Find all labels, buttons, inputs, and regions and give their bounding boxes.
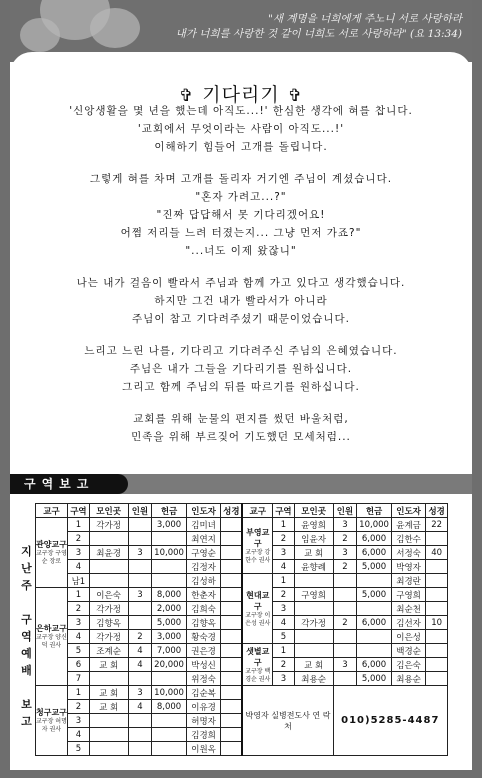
flower-decoration <box>20 18 60 52</box>
report-cell: 서정숙 <box>391 546 426 560</box>
report-cell: 8,000 <box>152 700 187 714</box>
report-cell: 3,000 <box>152 518 187 532</box>
report-cell <box>89 742 128 756</box>
report-cell <box>333 644 357 658</box>
report-cell: 한춘자 <box>186 588 221 602</box>
report-cell: 2 <box>333 616 357 630</box>
report-cell <box>89 532 128 546</box>
column-header: 인도자 <box>391 504 426 518</box>
report-cell: 최용순 <box>294 672 333 686</box>
report-cell: 김성하 <box>186 574 221 588</box>
column-header: 헌금 <box>357 504 392 518</box>
article-line: '교회에서 무엇이라는 사람이 아직도...!' <box>137 123 345 135</box>
article-line: '신앙생활을 몇 년을 했는데 아직도...!' 한심한 생각에 혀를 찹니다. <box>69 105 413 117</box>
report-cell: 이유경 <box>186 700 221 714</box>
parish-name: 샛별교구 <box>246 646 270 667</box>
report-cell <box>357 602 392 616</box>
report-cell: 최윤경 <box>89 546 128 560</box>
report-cell: 조계순 <box>89 644 128 658</box>
report-cell: 권은경 <box>186 644 221 658</box>
report-cell: 구영희 <box>294 588 333 602</box>
article-line: 나는 내가 걸음이 빨라서 주님과 함께 가고 있다고 생각했습니다. <box>76 277 406 289</box>
column-header: 성경 <box>426 504 448 518</box>
parish-cell <box>242 518 272 574</box>
report-cell <box>426 560 448 574</box>
report-cell: 3 <box>273 546 295 560</box>
report-cell <box>426 658 448 672</box>
report-cell: 교 회 <box>89 700 128 714</box>
report-cell <box>128 532 152 546</box>
parish-leader: 교구장 강한수 권사 <box>245 548 271 564</box>
cross-icon: ✞ <box>287 86 303 106</box>
report-cell <box>294 574 333 588</box>
report-cell: 3 <box>333 658 357 672</box>
report-cell: 5,000 <box>152 616 187 630</box>
column-header: 구역 <box>273 504 295 518</box>
report-cell: 3,000 <box>152 630 187 644</box>
report-cell: 황숙경 <box>186 630 221 644</box>
parish-cell <box>242 574 272 644</box>
report-cell: 김경희 <box>186 728 221 742</box>
report-cell <box>221 714 243 728</box>
cell-report-table <box>18 503 448 756</box>
report-cell: 교 회 <box>89 686 128 700</box>
report-cell <box>221 518 243 532</box>
side-label-char <box>18 679 35 696</box>
report-cell <box>128 742 152 756</box>
report-cell: 10,000 <box>152 686 187 700</box>
parish-leader: 교구장 백경순 권사 <box>245 667 271 683</box>
table-row <box>18 532 448 546</box>
report-cell: 3 <box>333 546 357 560</box>
report-cell: 1 <box>273 518 295 532</box>
quote-line-2: 내가 너희를 사랑한 것 같이 너희도 서로 사랑하라" (요 13:34) <box>175 28 462 40</box>
report-cell <box>152 728 187 742</box>
report-cell <box>221 574 243 588</box>
contact-label: 박영자 실병전도사 연 락 처 <box>242 686 333 756</box>
report-cell: 6,000 <box>357 658 392 672</box>
report-cell: 2,000 <box>152 602 187 616</box>
report-cell: 교 회 <box>89 658 128 672</box>
side-label-char: 구 <box>21 613 32 626</box>
report-cell: 교 회 <box>294 546 333 560</box>
report-cell: 3 <box>68 546 90 560</box>
report-cell: 5 <box>68 644 90 658</box>
column-header: 헌금 <box>152 504 187 518</box>
table-row <box>18 574 448 588</box>
report-cell <box>357 574 392 588</box>
report-cell <box>152 532 187 546</box>
parish-cell <box>35 518 67 588</box>
frame-bottom <box>0 770 482 778</box>
report-cell: 김순복 <box>186 686 221 700</box>
table-row <box>18 602 448 616</box>
report-cell: 6,000 <box>357 546 392 560</box>
report-cell: 4 <box>68 728 90 742</box>
side-label-char: 주 <box>21 579 32 592</box>
report-cell <box>128 560 152 574</box>
frame-left <box>0 0 10 778</box>
report-cell: 허명자 <box>186 714 221 728</box>
report-cell <box>357 630 392 644</box>
table-row <box>18 686 448 700</box>
report-cell: 7,000 <box>152 644 187 658</box>
column-header: 구역 <box>68 504 90 518</box>
parish-cell <box>35 588 67 686</box>
article-line: 주님이 참고 기다려주셨기 때문이었습니다. <box>132 313 350 325</box>
report-cell: 김향옥 <box>186 616 221 630</box>
report-cell: 3 <box>128 588 152 602</box>
article-line: 하지만 그건 내가 빨라서가 아니라 <box>154 295 328 307</box>
report-cell: 각가정 <box>89 518 128 532</box>
table-row <box>18 518 448 532</box>
report-cell <box>426 532 448 546</box>
report-cell: 3 <box>128 546 152 560</box>
report-cell <box>128 616 152 630</box>
cross-icon: ✞ <box>179 86 195 106</box>
report-cell: 2 <box>333 532 357 546</box>
parish-leader: 교구장 양신덕 권사 <box>36 634 67 649</box>
report-cell: 각가정 <box>89 630 128 644</box>
article-line: 그렇게 혀를 차며 고개를 돌리자 거기엔 주님이 계셨습니다. <box>89 173 393 185</box>
table-row <box>18 560 448 574</box>
report-cell: 윤향례 <box>294 560 333 574</box>
parish-name: 부영교구 <box>246 527 270 548</box>
report-cell: 7 <box>68 672 90 686</box>
report-cell: 3 <box>68 714 90 728</box>
report-cell: 3 <box>128 686 152 700</box>
side-label-char: 난 <box>21 562 32 575</box>
table-row <box>18 546 448 560</box>
report-cell: 8,000 <box>152 588 187 602</box>
report-cell: 이은성 <box>391 630 426 644</box>
report-cell: 백경순 <box>391 644 426 658</box>
report-cell <box>294 644 333 658</box>
side-label-char: 예 <box>21 647 32 660</box>
report-cell: 김은숙 <box>391 658 426 672</box>
report-cell <box>333 602 357 616</box>
column-header: 모인곳 <box>294 504 333 518</box>
table-row <box>18 658 448 672</box>
report-cell: 4 <box>273 616 295 630</box>
report-cell: 최연지 <box>186 532 221 546</box>
article-line: "...너도 이제 왔잖니" <box>185 245 297 257</box>
report-cell <box>221 588 243 602</box>
report-cell: 구영희 <box>391 588 426 602</box>
stanza-gap <box>20 156 462 170</box>
report-cell: 20,000 <box>152 658 187 672</box>
report-cell: 4 <box>68 630 90 644</box>
stanza-gap <box>20 260 462 274</box>
table-row <box>18 644 448 658</box>
parish-name: 은하교구 <box>35 624 67 633</box>
article-line: "진짜 답답해서 못 기다리겠어요! <box>156 209 326 221</box>
report-cell: 위정숙 <box>186 672 221 686</box>
report-cell <box>221 742 243 756</box>
side-spacer <box>18 504 35 518</box>
report-cell <box>426 574 448 588</box>
report-cell <box>221 546 243 560</box>
parish-name: 관양교구 <box>35 540 67 549</box>
report-cell: 남1 <box>68 574 90 588</box>
side-label <box>18 518 35 756</box>
report-cell <box>221 602 243 616</box>
side-label-char: 역 <box>21 630 32 643</box>
side-label-char: 보 <box>21 698 32 711</box>
column-header: 모인곳 <box>89 504 128 518</box>
report-cell: 10,000 <box>357 518 392 532</box>
report-cell <box>221 532 243 546</box>
table-row <box>18 672 448 686</box>
report-cell <box>221 560 243 574</box>
side-label-char: 지 <box>21 545 32 558</box>
column-header: 교구 <box>35 504 67 518</box>
report-cell <box>152 714 187 728</box>
parish-cell <box>35 686 67 756</box>
report-cell: 최용순 <box>391 672 426 686</box>
contact-phone: 010)5285-4487 <box>333 686 447 756</box>
table-row <box>18 588 448 602</box>
parish-leader: 교구장 허명자 권사 <box>36 718 67 733</box>
report-cell: 3 <box>68 616 90 630</box>
report-cell: 2 <box>68 700 90 714</box>
parish-leader: 교구장 구영순 장로 <box>36 550 67 565</box>
article-line: 느리고 느린 나를, 기다리고 기다려주신 주님의 은혜였습니다. <box>84 345 398 357</box>
report-cell <box>294 630 333 644</box>
report-cell <box>152 742 187 756</box>
report-cell <box>128 602 152 616</box>
parish-cell <box>242 644 272 686</box>
stanza-gap <box>20 328 462 342</box>
report-cell: 5,000 <box>357 588 392 602</box>
article-line: 주님은 내가 그들을 기다리기를 원하십니다. <box>129 363 353 375</box>
article-line: 교회를 위해 눈물의 편지를 썼던 바울처럼, <box>133 413 349 425</box>
report-cell: 5 <box>68 742 90 756</box>
report-cell: 10 <box>426 616 448 630</box>
frame-right <box>472 0 482 778</box>
report-cell <box>89 728 128 742</box>
report-cell: 2 <box>273 658 295 672</box>
section-title: 구역보고 <box>10 474 128 494</box>
report-cell: 2 <box>68 602 90 616</box>
report-cell: 4 <box>128 658 152 672</box>
report-cell: 박영자 <box>391 560 426 574</box>
report-cell <box>357 644 392 658</box>
report-cell: 최경란 <box>391 574 426 588</box>
report-cell <box>426 588 448 602</box>
article-line: 민족을 위해 부르짖어 기도했던 모세처럼... <box>131 431 351 443</box>
report-cell: 구영순 <box>186 546 221 560</box>
report-cell <box>128 714 152 728</box>
report-cell: 2 <box>68 532 90 546</box>
side-label-char: 배 <box>21 664 32 677</box>
report-cell <box>128 728 152 742</box>
article-line: 그리고 함께 주님의 뒤를 따르기를 원하십니다. <box>122 381 360 393</box>
report-cell <box>89 560 128 574</box>
report-cell <box>221 672 243 686</box>
report-cell <box>221 616 243 630</box>
report-cell: 6 <box>68 658 90 672</box>
report-cell <box>333 630 357 644</box>
report-cell: 6,000 <box>357 616 392 630</box>
report-cell: 4 <box>68 560 90 574</box>
report-cell: 1 <box>273 574 295 588</box>
report-cell: 1 <box>68 518 90 532</box>
report-cell: 김한수 <box>391 532 426 546</box>
report-cell: 5,000 <box>357 560 392 574</box>
report-cell <box>426 644 448 658</box>
report-cell <box>128 518 152 532</box>
report-cell <box>221 700 243 714</box>
report-cell: 10,000 <box>152 546 187 560</box>
report-cell: 김정자 <box>186 560 221 574</box>
article-line: "혼자 가려고...?" <box>195 191 287 203</box>
parish-name: 현대교구 <box>246 590 270 611</box>
report-cell: 22 <box>426 518 448 532</box>
report-cell: 4 <box>128 644 152 658</box>
report-cell: 박성신 <box>186 658 221 672</box>
report-cell <box>89 672 128 686</box>
report-cell: 2 <box>273 532 295 546</box>
report-cell: 이원옥 <box>186 742 221 756</box>
report-cell: 2 <box>128 630 152 644</box>
report-cell <box>333 588 357 602</box>
report-cell: 4 <box>128 700 152 714</box>
table-row <box>18 616 448 630</box>
column-header: 성경 <box>221 504 243 518</box>
report-cell <box>152 560 187 574</box>
column-header: 교구 <box>242 504 272 518</box>
report-cell <box>426 630 448 644</box>
report-cell: 1 <box>273 644 295 658</box>
report-cell: 각가정 <box>89 602 128 616</box>
report-cell: 3 <box>273 602 295 616</box>
report-cell: 6,000 <box>357 532 392 546</box>
report-cell: 2 <box>333 560 357 574</box>
report-cell <box>294 602 333 616</box>
report-cell: 김선자 <box>391 616 426 630</box>
article-title-text: 기다리기 <box>202 84 280 106</box>
report-cell: 1 <box>68 588 90 602</box>
report-cell: 3 <box>273 672 295 686</box>
report-cell: 김향옥 <box>89 616 128 630</box>
report-cell: 교 회 <box>294 658 333 672</box>
report-cell: 각가정 <box>294 616 333 630</box>
article-body <box>20 102 462 446</box>
report-cell <box>152 672 187 686</box>
parish-name: 청구교구 <box>35 708 67 717</box>
report-cell <box>333 574 357 588</box>
report-cell: 윤영희 <box>294 518 333 532</box>
report-cell: 김희숙 <box>186 602 221 616</box>
report-cell: 5,000 <box>357 672 392 686</box>
article-line: 어쩜 저리들 느려 터졌는지... 그냥 먼저 가죠?" <box>120 227 362 239</box>
report-cell <box>89 714 128 728</box>
report-cell: 임윤자 <box>294 532 333 546</box>
side-label-char: 고 <box>21 715 32 728</box>
parish-leader: 교구장 이은성 권사 <box>245 611 271 627</box>
report-cell: 2 <box>273 588 295 602</box>
header-bible-quote <box>102 12 462 42</box>
report-cell: 윤계금 <box>391 518 426 532</box>
report-cell <box>221 658 243 672</box>
report-cell: 5 <box>273 630 295 644</box>
side-label-char <box>18 594 35 611</box>
report-cell <box>152 574 187 588</box>
report-cell: 김미녀 <box>186 518 221 532</box>
report-cell <box>128 672 152 686</box>
report-cell: 1 <box>68 686 90 700</box>
report-cell: 4 <box>273 560 295 574</box>
quote-line-1: "새 계명을 너희에게 주노니 서로 사랑하라 <box>268 13 462 25</box>
report-cell <box>128 574 152 588</box>
report-cell <box>333 672 357 686</box>
table-row <box>18 630 448 644</box>
report-cell <box>426 602 448 616</box>
stanza-gap <box>20 396 462 410</box>
column-header: 인원 <box>333 504 357 518</box>
report-cell <box>221 728 243 742</box>
report-cell: 최순천 <box>391 602 426 616</box>
report-cell <box>426 672 448 686</box>
report-cell <box>221 686 243 700</box>
report-cell <box>221 644 243 658</box>
column-header: 인원 <box>128 504 152 518</box>
report-cell: 이은숙 <box>89 588 128 602</box>
report-cell <box>89 574 128 588</box>
report-cell: 3 <box>333 518 357 532</box>
table-header-row <box>18 504 448 518</box>
column-header: 인도자 <box>186 504 221 518</box>
report-cell: 40 <box>426 546 448 560</box>
report-cell <box>221 630 243 644</box>
article-line: 이해하기 힘들어 고개를 돌립니다. <box>154 141 328 153</box>
